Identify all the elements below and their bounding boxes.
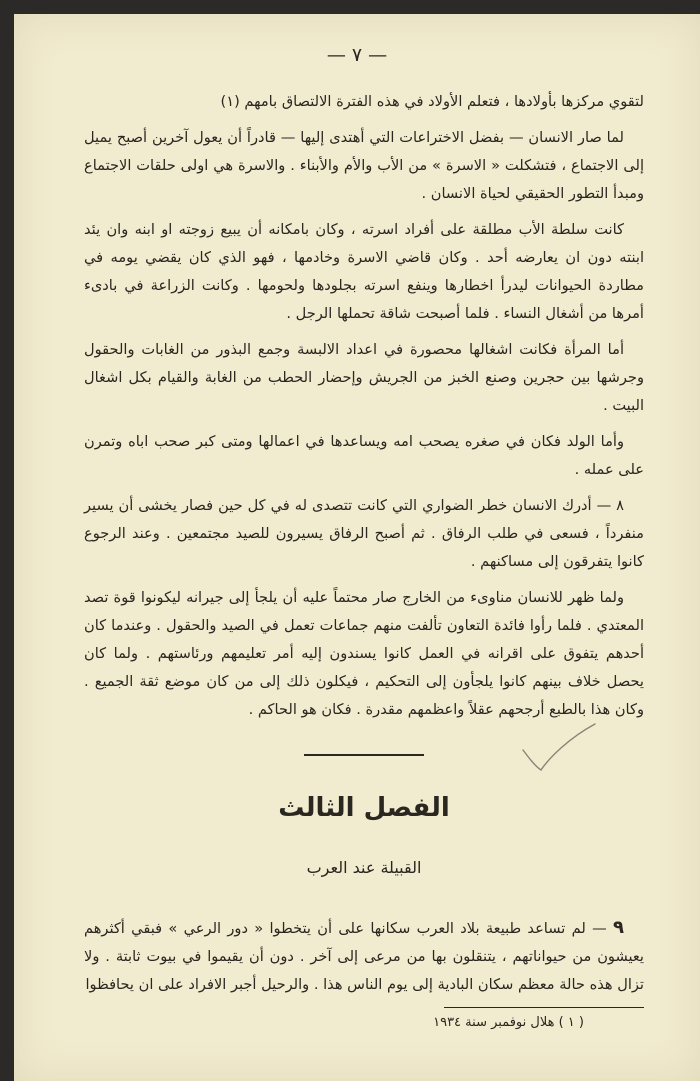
footnote-divider: [444, 1007, 644, 1008]
chapter-title: الفصل الثالث: [278, 793, 450, 823]
section-title: القبيلة عند العرب: [306, 858, 422, 877]
paragraph-section-8: ٨ — أدرك الانسان خطر الضواري التي كانت تتصدى له في كل حين فصار يخشى أن يسير منفرداً ، فسعى في طلب الرفاق . ثم أصبح الرفاق يسيرون للصيد مجتمعين . وعند الرجوع كانوا يتفرقون إلى مساكنهم .: [84, 497, 644, 570]
paragraph-family: لما صار الانسان — بفضل الاختراعات التي أهتدى إليها — قادراً أن يعول آخرين أصبح يميل إلى الاجتماع ، فتشكلت « الاسرة » من الأب والأم والأبناء . والاسرة هي اولى حلقات الاجتماع ومبدأ التطور الحقيقي لحياة الانسان .: [84, 129, 644, 202]
paragraph-father: كانت سلطة الأب مطلقة على أفراد اسرته ، وكان بامكانه أن يبيع زوجته او ابنه وان يئد ابنته دون ان يعارضه أحد . وكان قاضي الاسرة وخادمها ، فهو الذي كان يقضي يومه في مطاردة الحيوانات ليدرأ اخطارها وينفع اسرته بجلودها ولحومها . وكانت الزراعة في بادىء أمرها من أشغال النساء . فلما أصبحت شاقة تحملها الرجل .: [84, 221, 644, 322]
paragraph-intro: لتقوي مركزها بأولادها ، فتعلم الأولاد في هذه الفترة الالتصاق بامهم (١): [220, 93, 644, 110]
book-page: [14, 14, 700, 1081]
paragraph-ruler: ولما ظهر للانسان مناوىء من الخارج صار محتماً عليه أن يلجأ إلى جيرانه ليكونوا قوة تصد المعتدي . فلما رأوا فائدة التعاون تألفت منهم جماعات تعمل في الصيد والحقول . وعندما كان أحدهم يتفوق على اقرانه في العمل كانوا يسندون إليه أمر تعليمهم ورئاستهم . ولما كان يحصل خلاف بينهم كانوا يلجأون إلى التحكيم ، فيكلون ذلك إلى من كان موضع ثقة الجميع . وكان هذا بالطبع أرجحهم عقلاً واعظمهم مقدرة . فكان هو الحاكم .: [84, 589, 644, 718]
paragraph-section-9-text: — لم تساعد طبيعة بلاد العرب سكانها على أن يتخطوا « دور الرعي » فبقي أكثرهم يعيشون من حيواناتهم ، يتنقلون بها من مرعى إلى آخر . دون أن يقيموا في بيوت ثابتة . ولا تزال هذه حالة معظم سكان البادية إلى يوم الناس هذا . والرحيل أجبر الافراد على ان يحافظوا: [84, 920, 644, 993]
section-divider: [304, 754, 424, 756]
paragraph-woman: أما المرأة فكانت اشغالها محصورة في اعداد الالبسة وجمع البذور من الغابات والحقول وجرشها بين حجرين وصنع الخبز من الجريش وإحضار الحطب من الغابة والقيام بكل اشغال البيت .: [84, 341, 644, 414]
paragraph-child: وأما الولد فكان في صغره يصحب امه ويساعدها في اعمالها ومتى كبر صحب اباه وتمرن على عمله .: [84, 433, 644, 478]
paragraph-number: ٩: [613, 917, 625, 938]
footnote: ( ١ ) هلال نوفمبر سنة ١٩٣٤: [433, 1015, 584, 1030]
page-number: — ٧ —: [326, 44, 388, 66]
page-content: [84, 88, 644, 1034]
paragraph-section-9: [84, 914, 644, 999]
